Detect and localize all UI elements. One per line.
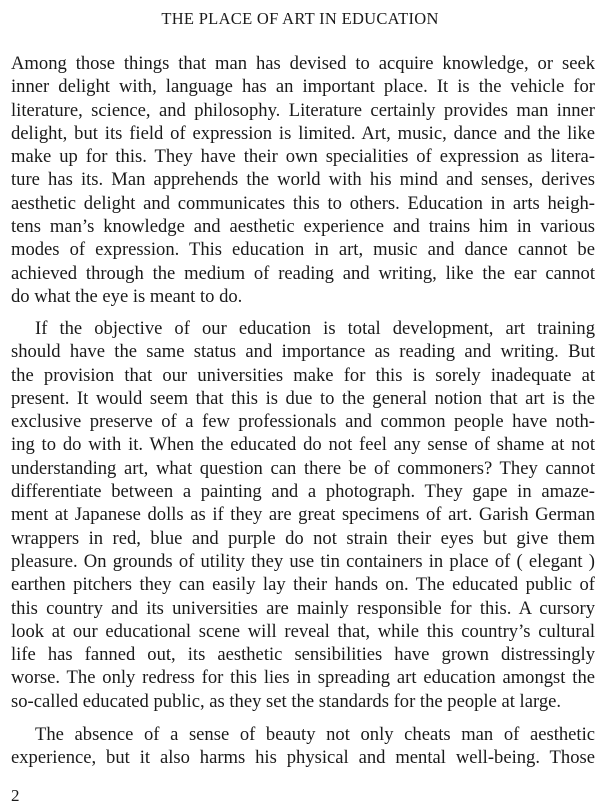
text-line: wrappers in red, blue and purple do not strain their eyes but give them (11, 527, 595, 549)
text-line: differentiate between a painting and a photograph. They gape in amaze- (11, 481, 595, 503)
page-title: THE PLACE OF ART IN EDUCATION (161, 9, 439, 28)
paragraph-2 (11, 317, 595, 713)
text-line: pleasure. On grounds of utility they use tin containers in place of ( elegant ) (11, 550, 595, 572)
text-line: delight, but its field of expression is limited. Art, music, dance and the like (11, 122, 595, 144)
text-line: make up for this. They have their own specialities of expression as litera- (11, 146, 595, 168)
text-line: should have the same status and importance as reading and writing. But (11, 341, 595, 363)
text-line: ment at Japanese dolls as if they are great specimens of art. Garish German (11, 504, 595, 526)
text-line: experience, but it also harms his physical and mental well-being. Those (11, 747, 595, 769)
text-line: literature, science, and philosophy. Literature certainly provides man inner (11, 99, 595, 121)
text-line: Among those things that man has devised to acquire knowledge, or seek (11, 53, 595, 74)
text-line: ing to do with it. When the educated do not feel any sense of shame at not (11, 434, 595, 456)
text-line: do what the eye is meant to do. (11, 285, 243, 307)
text-line: achieved through the medium of reading and writing, like the ear cannot (11, 262, 595, 284)
text-line: exclusive preserve of a few professionals and common people have noth- (11, 411, 595, 433)
text-line: this country and its universities are mainly responsible for this. A cursory (11, 597, 595, 619)
text-line: ture has its. Man apprehends the world with his mind and senses, derives (11, 169, 595, 191)
text-line: If the objective of our education is total development, art training (35, 318, 595, 339)
text-line: present. It would seem that this is due to the general notion that art is the (11, 387, 595, 409)
text-line: look at our educational scene will reveal that, while this country’s cultural (11, 620, 595, 642)
text-line: understanding art, what question can there be of commoners? They cannot (11, 457, 595, 479)
text-line: the provision that our universities make for this is sorely inadequate at (11, 364, 595, 386)
paragraph-3 (11, 723, 595, 770)
text-line: tens man’s knowledge and aesthetic experience and trains him in various (11, 216, 595, 238)
text-line: life has fanned out, its aesthetic sensibilities have grown distressingly (11, 644, 595, 666)
text-line: The absence of a sense of beauty not only cheats man of aesthetic (35, 724, 595, 745)
page-number: 2 (11, 786, 20, 805)
paragraph-1 (11, 52, 595, 308)
text-line: aesthetic delight and communicates this to others. Education in arts heigh- (11, 192, 595, 214)
text-line: so-called educated public, as they set the standards for the people at large. (11, 690, 562, 712)
text-line: inner delight with, language has an important place. It is the vehicle for (11, 76, 595, 98)
text-line: worse. The only redress for this lies in spreading art education amongst the (11, 667, 595, 689)
text-line: modes of expression. This education in art, music and dance cannot be (11, 239, 595, 261)
text-line: earthen pitchers they can easily lay their hands on. The educated public of (11, 574, 595, 596)
